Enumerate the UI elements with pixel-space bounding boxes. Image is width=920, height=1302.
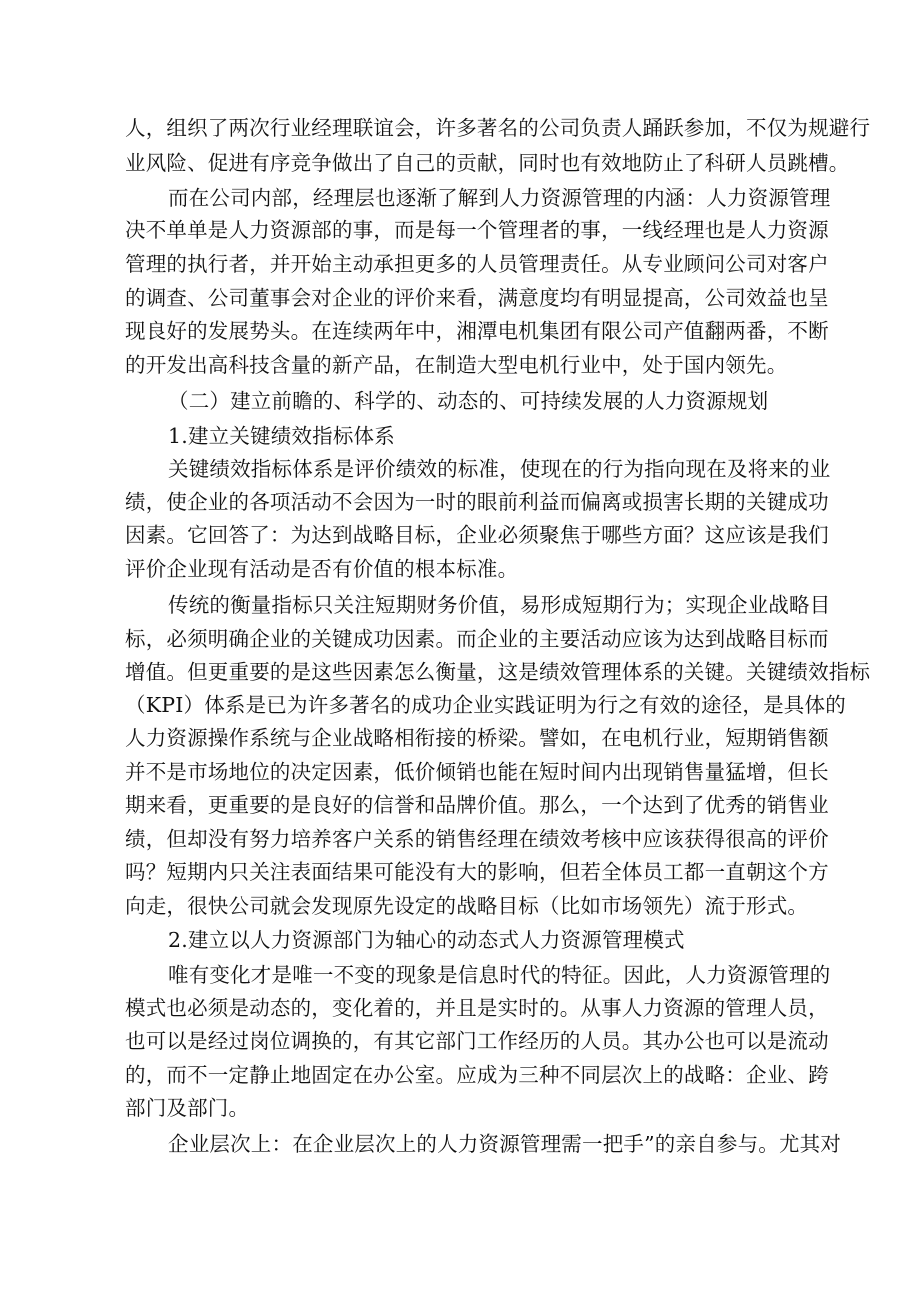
text-line-17: 增值。但更重要的是这些因素怎么衡量，这是绩效管理体系的关键。关键绩效指标 <box>125 660 871 684</box>
subsection-heading-2: 2.建立以人力资源部门为轴心的动态式人力资源管理模式 <box>168 928 685 952</box>
text-line-13: 因素。它回答了：为达到战略目标，企业必须聚焦于哪些方面？这应该是我们 <box>125 523 829 547</box>
text-line-30: 部门及部门。 <box>125 1096 250 1120</box>
text-line-29: 的，而不一定静止地固定在办公室。应成为三种不同层次上的战略：企业、跨 <box>125 1063 829 1087</box>
text-line-31: 企业层次上：在企业层次上的人力资源管理需一把手”的亲自参与。尤其对 <box>168 1132 842 1156</box>
section-heading: （二）建立前瞻的、科学的、动态的、可持续发展的人力资源规划 <box>168 389 769 413</box>
text-line-26: 唯有变化才是唯一不变的现象是信息时代的特征。因此，人力资源管理的 <box>168 963 831 987</box>
text-line-15: 传统的衡量指标只关注短期财务价值，易形成短期行为；实现企业战略目 <box>168 593 831 617</box>
text-line-21: 期来看，更重要的是良好的信誉和品牌价值。那么，一个达到了优秀的销售业 <box>125 793 829 817</box>
text-line-12: 绩，使企业的各项活动不会因为一时的眼前利益而偏离或损害长期的关键成功 <box>125 490 829 514</box>
text-line-20: 并不是市场地位的决定因素，低价倾销也能在短时间内出现销售量猛增，但长 <box>125 760 829 784</box>
text-line-5: 管理的执行者，并开始主动承担更多的人员管理责任。从专业顾问公司对客户 <box>125 252 829 276</box>
text-line-6: 的调查、公司董事会对企业的评价来看，满意度均有明显提高，公司效益也呈 <box>125 286 829 310</box>
text-line-4: 决不单单是人力资源部的事，而是每一个管理者的事，一线经理也是人力资源 <box>125 218 829 242</box>
text-line-19: 人力资源操作系统与企业战略相衔接的桥梁。譬如，在电机行业，短期销售额 <box>125 726 829 750</box>
text-line-8: 的开发出高科技含量的新产品，在制造大型电机行业中，处于国内领先。 <box>125 353 788 377</box>
text-line-3: 而在公司内部，经理层也逐渐了解到人力资源管理的内涵：人力资源管理 <box>168 186 831 210</box>
text-line-16: 标，必须明确企业的关键成功因素。而企业的主要活动应该为达到战略目标而 <box>125 627 829 651</box>
text-line-28: 也可以是经过岗位调换的，有其它部门工作经历的人员。其办公也可以是流动 <box>125 1029 829 1053</box>
subsection-heading-1: 1.建立关键绩效指标体系 <box>168 424 395 448</box>
text-line-22: 绩，但却没有努力培养客户关系的销售经理在绩效考核中应该获得很高的评价 <box>125 827 829 851</box>
text-line-7: 现良好的发展势头。在连续两年中，湘潭电机集团有限公司产值翻两番，不断 <box>125 319 829 343</box>
text-line-18: （KPI）体系是已为许多著名的成功企业实践证明为行之有效的途径，是具体的 <box>125 693 846 717</box>
text-line-14: 评价企业现有活动是否有价值的根本标准。 <box>125 557 519 581</box>
text-line-2: 业风险、促进有序竞争做出了自己的贡献，同时也有效地防止了科研人员跳槽。 <box>125 151 850 175</box>
text-line-11: 关键绩效指标体系是评价绩效的标准，使现在的行为指向现在及将来的业 <box>168 457 831 481</box>
text-line-23: 吗？短期内只关注表面结果可能没有大的影响，但若全体员工都一直朝这个方 <box>125 860 829 884</box>
text-line-24: 向走，很快公司就会发现原先设定的战略目标（比如市场领先）流于形式。 <box>125 894 809 918</box>
text-line-27: 模式也必须是动态的，变化着的，并且是实时的。从事人力资源的管理人员， <box>125 996 829 1020</box>
text-line-1: 人，组织了两次行业经理联谊会，许多著名的公司负责人踊跃参加，不仅为规避行 <box>125 116 871 140</box>
